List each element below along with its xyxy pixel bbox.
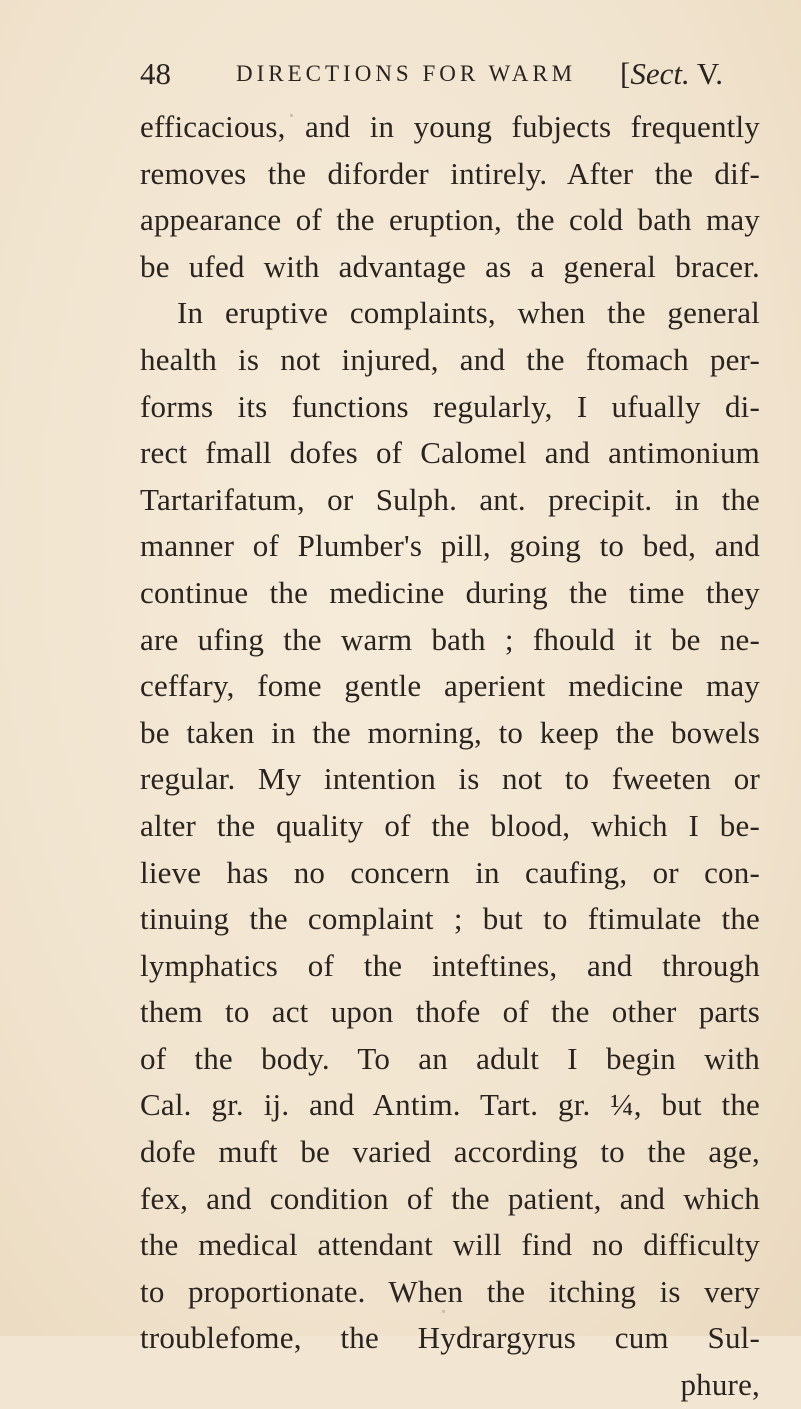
section-number: V. [689,56,724,91]
text-line: removes the diforder intirely. After the dif- [140,155,760,191]
running-head: DIRECTIONS FOR WARM [236,61,577,86]
text-line: appearance of the eruption, the cold bath may [140,202,760,238]
text-line: ceffary, fome gentle aperient medicine may [140,668,760,704]
text-line: Tartarifatum, or Sulph. ant. precipit. in the [140,481,760,517]
text-line: are ufing the warm bath ; fhould it be ne- [140,621,760,657]
section-bracket: [ [620,56,631,91]
section-reference [620,52,723,96]
text-line: lymphatics of the inteftines, and through [140,947,760,983]
text-line: them to act upon thofe of the other parts [140,994,760,1030]
text-line: dofe muft be varied according to the age, [140,1134,760,1170]
text-line: lieve has no concern in caufing, or con- [140,854,760,890]
text-line: alter the quality of the blood, which I be- [140,807,760,843]
text-line: the medical attendant will find no difficulty [140,1227,760,1263]
paper-speck [290,114,293,117]
paper-speck [632,414,635,417]
text-line: efficacious, and in young fubjects frequently [140,109,760,144]
paragraph-start-line: In eruptive complaints, when the general [177,295,760,331]
text-line: troublefome, the Hydrargyrus cum Sul- [140,1320,760,1356]
text-line: to proportionate. When the itching is very [140,1273,760,1309]
text-line: rect fmall dofes of Calomel and antimonium [140,435,760,471]
page-number: 48 [140,56,171,91]
body-text [140,104,760,1409]
text-line: continue the medicine during the time they [140,574,760,610]
text-line: tinuing the complaint ; but to ftimulate the [140,901,760,937]
page-header [140,52,760,96]
paper-speck [442,1310,445,1313]
text-line: fex, and condition of the patient, and which [140,1180,760,1216]
text-line: of the body. To an adult I begin with [140,1040,760,1076]
text-line: health is not injured, and the ftomach per- [140,341,760,377]
text-line: regular. My intention is not to fweeten or [140,761,760,797]
catchword-line: phure, [680,1367,760,1403]
section-label: Sect. [630,56,690,91]
text-line: be ufed with advantage as a general bracer. [140,248,760,284]
text-line: manner of Plumber's pill, going to bed, and [140,528,760,564]
text-line: forms its functions regularly, I ufually di- [140,388,760,424]
text-line: be taken in the morning, to keep the bowels [140,714,760,750]
text-line: Cal. gr. ij. and Antim. Tart. gr. ¼, but the [140,1087,760,1123]
